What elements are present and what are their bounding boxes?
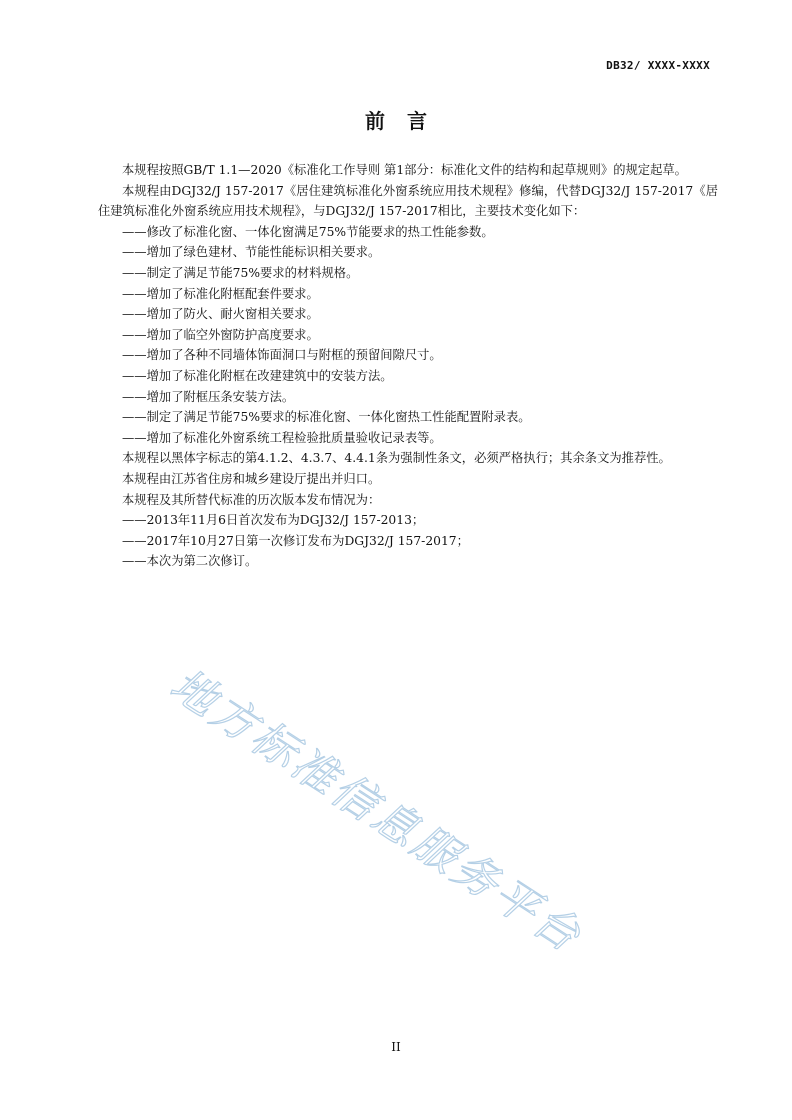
change-item: ——增加了标准化附框在改建建筑中的安装方法。 xyxy=(122,368,393,383)
change-item: ——制定了满足节能75%要求的标准化窗、一体化窗热工性能配置附录表。 xyxy=(122,410,531,425)
change-item: ——增加了绿色建材、节能性能标识相关要求。 xyxy=(122,245,381,260)
paragraph-proposer: 本规程由江苏省住房和城乡建设厅提出并归口。 xyxy=(122,471,381,486)
history-item: ——2013年11月6日首次发布为DGJ32/J 157-2013； xyxy=(122,513,425,528)
change-item: ——增加了标准化附框配套件要求。 xyxy=(122,286,319,301)
paragraph-revision-intro: 本规程由DGJ32/J 157-2017《居住建筑标准化外窗系统应用技术规程》修编，代替DGJ32/J 157-2017《居住建筑标准化外窗系统应用技术规程》，与DGJ32/J 157-2017相比，主要技术变化如下： xyxy=(98,183,718,219)
change-item: ——修改了标准化窗、一体化窗满足75%节能要求的热工性能参数。 xyxy=(122,224,494,239)
change-item: ——制定了满足节能75%要求的材料规格。 xyxy=(122,265,359,280)
history-item: ——2017年10月27日第一次修订发布为DGJ32/J 157-2017； xyxy=(122,533,469,548)
change-item: ——增加了防火、耐火窗相关要求。 xyxy=(122,307,319,322)
preface-body xyxy=(98,160,718,572)
paragraph-history-intro: 本规程及其所替代标准的历次版本发布情况为： xyxy=(122,492,381,507)
page-title: 前言 xyxy=(365,109,449,133)
paragraph-mandatory-clauses: 本规程以黑体字标志的第4.1.2、4.3.7、4.4.1条为强制性条文，必须严格执行；其余条文为推荐性。 xyxy=(122,451,671,466)
change-item: ——增加了标准化外窗系统工程检验批质量验收记录表等。 xyxy=(122,430,442,445)
change-item: ——增加了各种不同墙体饰面洞口与附框的预留间隙尺寸。 xyxy=(122,348,442,363)
page-number: II xyxy=(391,1040,401,1054)
change-item: ——增加了附框压条安装方法。 xyxy=(122,389,295,404)
change-item: ——增加了临空外窗防护高度要求。 xyxy=(122,327,319,342)
document-code: DB32/ XXXX-XXXX xyxy=(606,59,710,72)
history-item: ——本次为第二次修订。 xyxy=(122,554,258,569)
paragraph-drafting-rules: 本规程按照GB/T 1.1—2020《标准化工作导则 第1部分：标准化文件的结构和起草规则》的规定起草。 xyxy=(122,163,687,177)
watermark: 地方标准信息服务平台 xyxy=(161,659,592,964)
